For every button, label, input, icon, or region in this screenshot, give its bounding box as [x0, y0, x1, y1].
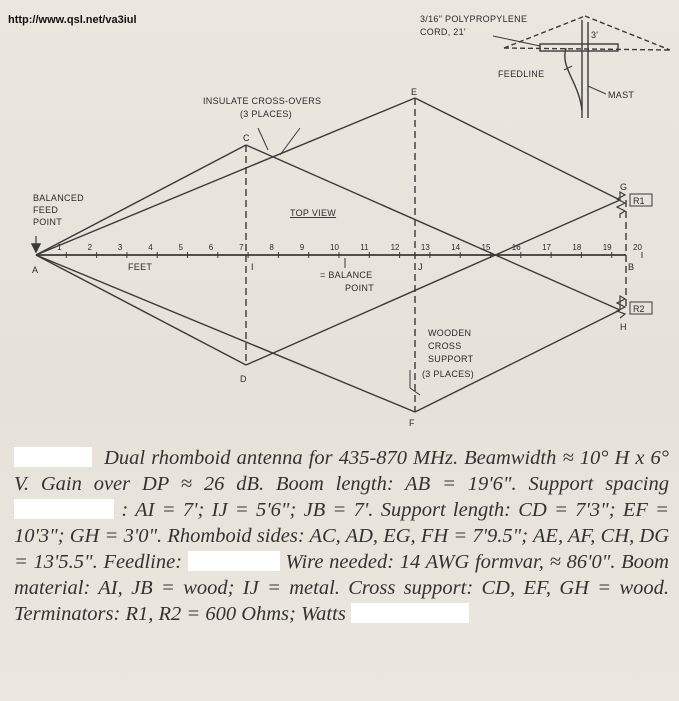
inset-cord-base — [504, 48, 670, 50]
boom-tick-label: 16 — [511, 243, 521, 252]
wire-EG — [415, 98, 620, 200]
point-G: G — [620, 182, 628, 192]
caption-part-1: Dual rhomboid antenna for 435-870 MHz. Beamwidth ≈ 10° H x 6° V. Gain over DP ≈ 26 dB. Boom length: AB = 19'6". Support spacing — [14, 447, 669, 495]
balance-label-2: POINT — [345, 283, 375, 293]
boom-tick-label: 18 — [572, 243, 582, 252]
inset-cord-leader — [493, 36, 540, 46]
wire-AE — [36, 98, 415, 255]
wooden-label-2: CROSS — [428, 341, 462, 351]
feed-arrow-head — [32, 244, 40, 252]
boom-tick-label: 9 — [299, 243, 305, 252]
inset-mast-leader — [588, 86, 606, 94]
wooden-label-4: (3 PLACES) — [422, 369, 475, 379]
feet-label: FEET — [128, 262, 153, 272]
insulate-label-2: (3 PLACES) — [240, 109, 293, 119]
point-C: C — [243, 133, 250, 143]
boom-tick-label: 15 — [481, 243, 491, 252]
inset-feedline — [565, 48, 582, 110]
wire-CH — [246, 145, 620, 310]
boom-tick-label: 5 — [178, 243, 183, 252]
boom-tick-label: 20 — [633, 243, 642, 252]
caption-part-3: Wire needed: 14 AWG formvar, ≈ 86'0". Boom material: AI, JB = wood; IJ = metal. Cross support: CD, EF, GH = wood. Terminators: R1, R2 = 600 Ohms; Watts — [14, 551, 669, 625]
boom-tick-label: 12 — [390, 243, 400, 252]
boom-tick-label: 4 — [148, 243, 153, 252]
inset-cord-label-2: CORD, 21' — [420, 27, 466, 37]
point-E: E — [411, 87, 418, 97]
wooden-label-3: SUPPORT — [428, 354, 474, 364]
insulate-leader-2 — [280, 128, 300, 155]
inset-boom — [540, 44, 618, 51]
redacted-figure-number — [14, 447, 92, 467]
resistor-R2 — [617, 296, 625, 318]
boom-tick-label: 2 — [87, 243, 93, 252]
inset-feedline-label: FEEDLINE — [498, 69, 545, 79]
figure-caption — [14, 445, 669, 627]
boom-tick-label: 8 — [269, 243, 274, 252]
wooden-label-1: WOODEN — [428, 328, 472, 338]
caption-part-2: : AI = 7'; IJ = 5'6"; JB = 7'. Support length: CD = 7'3"; EF = 10'3"; GH = 3'0". Rhomboid sides: AC, AD, EG, FH = 7'9.5"; AE, AF, CH, DG = 13'5.5". Feedline: — [14, 499, 670, 573]
point-B: B — [628, 262, 635, 272]
boom-tick-label: 14 — [451, 243, 461, 252]
feed-label-2: FEED — [33, 205, 59, 215]
point-F: F — [409, 418, 415, 428]
feed-label-1: BALANCED — [33, 193, 84, 203]
redacted-watts — [351, 603, 469, 623]
boom-tick-label: 13 — [420, 243, 430, 252]
point-J: J — [418, 262, 423, 272]
point-A: A — [32, 265, 39, 275]
feed-label-3: POINT — [33, 217, 63, 227]
top-view-label: TOP VIEW — [290, 208, 337, 218]
redacted-support-spacing — [14, 499, 114, 519]
boom-tick-label: 17 — [542, 243, 552, 252]
point-H: H — [620, 322, 627, 332]
inset-dim-label: 3' — [591, 30, 599, 40]
boom-tick-label: 3 — [117, 243, 123, 252]
point-I: I — [251, 262, 254, 272]
redacted-feedline — [188, 551, 280, 571]
boom-tick-label: 1 — [57, 243, 62, 252]
inset-cord-label-1: 3/16" POLYPROPYLENE — [420, 14, 528, 24]
point-D: D — [240, 374, 247, 384]
r2-label: R2 — [633, 304, 645, 314]
boom-tick-label: 10 — [330, 243, 339, 252]
boom-tick-label: 11 — [360, 243, 369, 252]
boom-tick-label: 19 — [602, 243, 612, 252]
resistor-R1 — [617, 192, 625, 218]
boom-tick-label: 7 — [239, 243, 244, 252]
r1-label: R1 — [633, 196, 645, 206]
inset-mast-label: MAST — [608, 90, 635, 100]
boom-tick-label: 6 — [208, 243, 214, 252]
source-url: http://www.qsl.net/va3iul — [8, 14, 137, 26]
insulate-leader-1 — [258, 128, 268, 150]
insulate-label-1: INSULATE CROSS-OVERS — [203, 96, 322, 106]
balance-label-1: = BALANCE — [320, 270, 373, 280]
